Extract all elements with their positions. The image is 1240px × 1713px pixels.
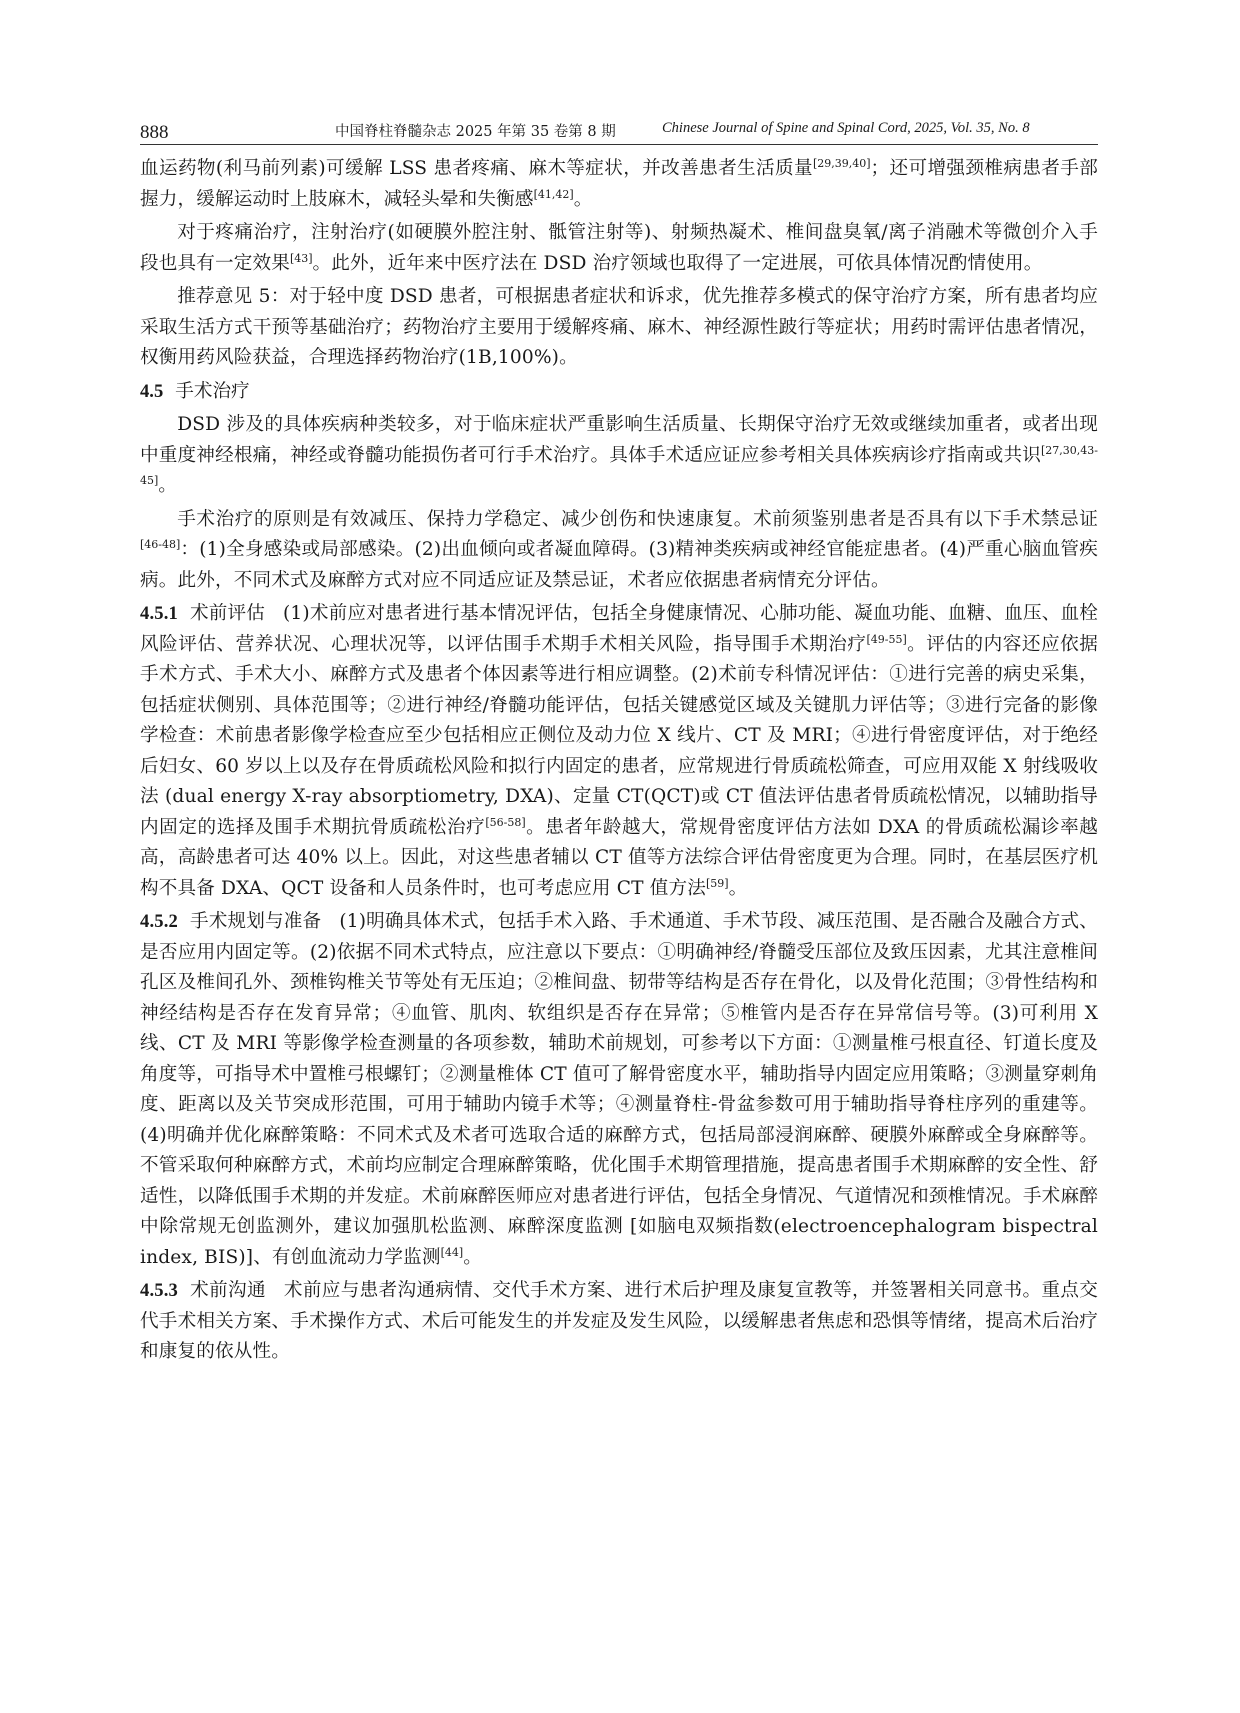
text-run: (1)术前应对患者进行基本情况评估，包括全身健康情况、心肺功能、凝血功能、血糖、血压、血栓风险评估、营养状况、心理状况等，以评估围手术期手术相关风险，指导围手术期治疗 <box>140 603 1098 655</box>
citation: [41,42] <box>533 187 574 201</box>
section-4-5-2 <box>140 907 1098 1273</box>
paragraph-surgery-principles <box>140 505 1098 597</box>
section-heading-4-5 <box>140 377 1098 408</box>
subsection-title: 术前评估 <box>189 603 266 624</box>
citation: [43] <box>289 251 313 265</box>
text-run: 。 <box>463 1246 482 1268</box>
text-run: 。此外，近年来中医疗法在 DSD 治疗领域也取得了一定进展，可依具体情况酌情使用。 <box>312 252 1043 274</box>
citation: [46-48] <box>140 538 181 551</box>
citation: [49-55] <box>866 632 907 646</box>
paragraph-continued <box>140 154 1098 215</box>
text-run: 。 <box>728 877 748 899</box>
text-run: 。评估的内容还应依据手术方式、手术大小、麻醉方式及患者个体因素等进行相应调整。(2)术前专科情况评估：①进行完善的病史采集，包括症状侧别、具体范围等；②进行神经/脊髓功能评估，包括关键感觉区域及关键肌力评估等；③进行完备的影像学检查：术前患者影像学检查应至少包括相应正侧位及动力位 X 线片、CT 及 MRI；④进行骨密度评估，对于绝经后妇女、60 岁以上以及存在骨质疏松风险和拟行内固定的患者，应常规进行骨质疏松筛查，可应用双能 X 射线吸收法 (dual energy X-ray absorptiometry, DXA)、定量 CT(QCT)或 CT 值法评估患者骨质疏松情况，以辅助指导内固定的选择及围手术期抗骨质疏松治疗 <box>140 633 1098 838</box>
text-run: 。 <box>573 188 593 210</box>
citation: [59] <box>705 876 729 890</box>
text-run: DSD 涉及的具体疾病种类较多，对于临床症状严重影响生活质量、长期保守治疗无效或继续加重者，或者出现中重度神经根痛，神经或脊髓功能损伤者可行手术治疗。具体手术适应证应参考相关具体疾病诊疗指南或共识 <box>140 414 1098 466</box>
journal-title-en: Chinese Journal of Spine and Spinal Cord, 2025, Vol. 35, No. 8 <box>662 120 1030 136</box>
text-run: 术前应与患者沟通病情、交代手术方案、进行术后护理及康复宣教等，并签署相关同意书。重点交代手术相关方案、手术操作方式、术后可能发生的并发症及发生风险，以缓解患者焦虑和恐惧等情绪，提高术后治疗和康复的依从性。 <box>140 1280 1098 1362</box>
text-run: ；还可增强颈椎病患者手部握力，缓解运动时上肢麻木，减轻头晕和失衡感 <box>140 158 1098 210</box>
article-body <box>140 154 1098 1371</box>
text-run: 。 <box>158 475 178 496</box>
subsection-number: 4.5.2 <box>140 911 178 932</box>
citation: [27,30,43-45] <box>140 443 1098 487</box>
subsection-number: 4.5.3 <box>140 1280 178 1301</box>
section-4-5-1 <box>140 599 1098 904</box>
recommendation-5: 推荐意见 5：对于轻中度 DSD 患者，可根据患者症状和诉求，优先推荐多模式的保守治疗方案，所有患者均应采取生活方式干预等基础治疗；药物治疗主要用于缓解疼痛、麻木、神经源性跛行等症状；用药时需评估患者情况，权衡用药风险获益，合理选择药物治疗(1B,100%)。 <box>140 286 1098 368</box>
paragraph-pain-treatment <box>140 218 1098 279</box>
subsection-title: 术前沟通 <box>189 1280 266 1301</box>
text-run: 血运药物(利马前列素)可缓解 LSS 患者疼痛、麻木等症状，并改善患者生活质量 <box>140 158 813 179</box>
section-title: 手术治疗 <box>175 380 250 402</box>
citation: [44] <box>440 1245 464 1259</box>
text-run: 对于疼痛治疗，注射治疗(如硬膜外腔注射、骶管注射等)、射频热凝术、椎间盘臭氧/离子消融术等微创介入手段也具有一定效果 <box>140 222 1098 274</box>
citation: [56-58] <box>485 815 526 829</box>
section-4-5-3 <box>140 1276 1098 1368</box>
paragraph-surgery-indications <box>140 410 1098 502</box>
text-run: 手术治疗的原则是有效减压、保持力学稳定、减少创伤和快速康复。术前须鉴别患者是否具有以下手术禁忌证 <box>177 508 1098 530</box>
page-number: 888 <box>140 122 169 143</box>
citation: [29,39,40] <box>812 157 871 170</box>
header-rule <box>140 144 1098 145</box>
running-header <box>140 112 1098 148</box>
section-number: 4.5 <box>140 380 164 402</box>
text-run: (1)明确具体术式，包括手术入路、手术通道、手术节段、减压范围、是否融合及融合方式、是否应用内固定等。(2)依据不同术式特点，应注意以下要点：①明确神经/脊髓受压部位及致压因素，尤其注意椎间孔区及椎间孔外、颈椎钩椎关节等处有无压迫；②椎间盘、韧带等结构是否存在骨化，以及骨化范围；③骨性结构和神经结构是否存在发育异常；④血管、肌肉、软组织是否存在异常；⑤椎管内是否存在异常信号等。(3)可利用 X 线、CT 及 MRI 等影像学检查测量的各项参数，辅助术前规划，可参考以下方面：①测量椎弓根直径、钉道长度及角度等，可指导术中置椎弓根螺钉；②测量椎体 CT 值可了解骨密度水平，辅助指导内固定应用策略；③测量穿刺角度、距离以及关节突成形范围，可用于辅助内镜手术等；④测量脊柱-骨盆参数可用于辅助指导脊柱序列的重建等。(4)明确并优化麻醉策略：不同术式及术者可选取合适的麻醉方式，包括局部浸润麻醉、硬膜外麻醉或全身麻醉等。不管采取何种麻醉方式，术前均应制定合理麻醉策略，优化围手术期管理措施，提高患者围手术期麻醉的安全性、舒适性，以降低围手术期的并发症。术前麻醉医师应对患者进行评估，包括全身情况、气道情况和颈椎情况。手术麻醉中除常规无创监测外，建议加强肌松监测、麻醉深度监测 [如脑电双频指数(electroencephalogram bispectral index, BIS)]、有创血流动力学监测 <box>140 911 1098 1268</box>
subsection-number: 4.5.1 <box>140 603 178 624</box>
journal-title-cn: 中国脊柱脊髓杂志 2025 年第 35 卷第 8 期 <box>335 124 616 140</box>
subsection-title: 手术规划与准备 <box>189 911 322 932</box>
text-run: 。患者年龄越大，常规骨密度评估方法如 DXA 的骨质疏松漏诊率越高，高龄患者可达 40% 以上。因此，对这些患者辅以 CT 值等方法综合评估骨密度更为合理。同时，在基层医疗机构不具备 DXA、QCT 设备和人员条件时，也可考虑应用 CT 值方法 <box>140 816 1098 899</box>
text-run: ：(1)全身感染或局部感染。(2)出血倾向或者凝血障碍。(3)精神类疾病或神经官能症患者。(4)严重心脑血管疾病。此外，不同术式及麻醉方式对应不同适应证及禁忌证，术者应依据患者病情充分评估。 <box>140 539 1098 591</box>
